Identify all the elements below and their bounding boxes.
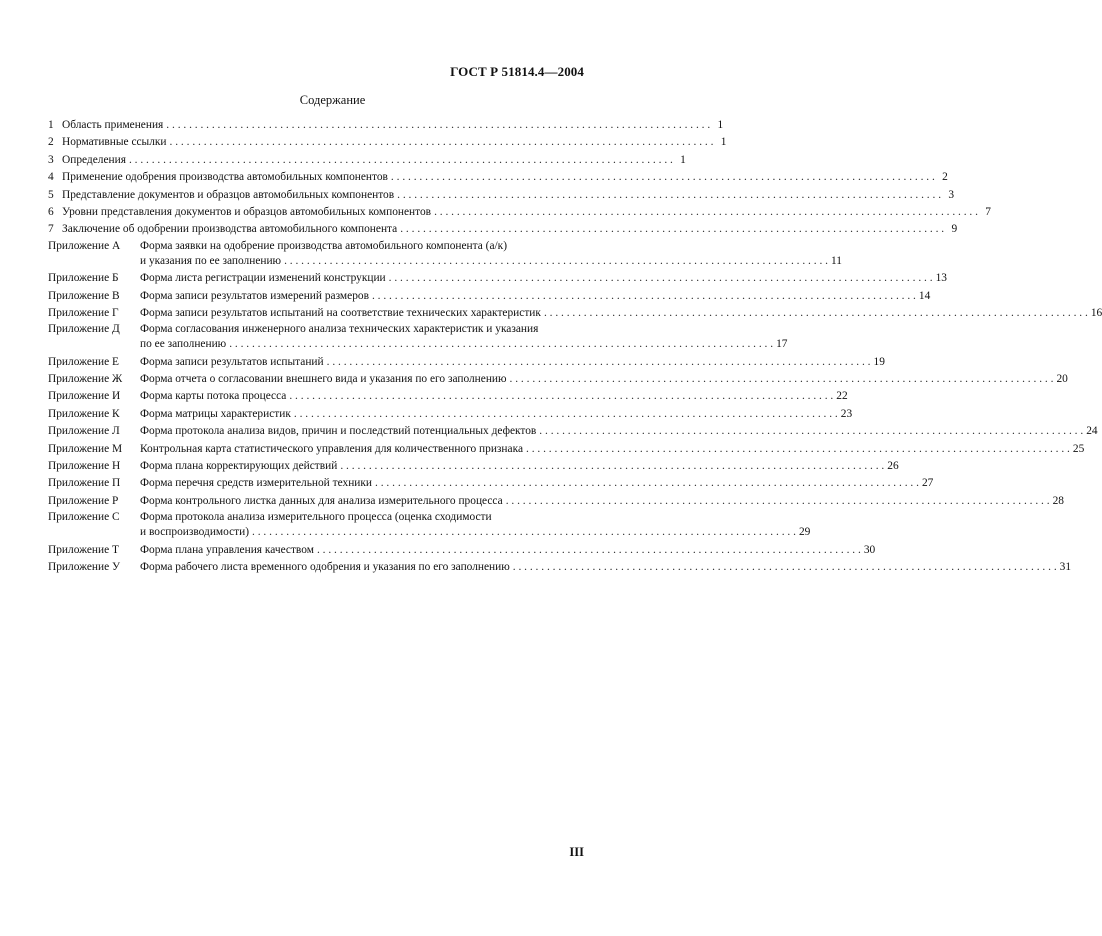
appendix-label: Приложение Н xyxy=(48,460,121,473)
toc-line xyxy=(48,559,1072,576)
toc-line xyxy=(48,253,842,270)
toc-line xyxy=(48,475,934,492)
dot-leader xyxy=(375,475,919,492)
appendix-label: Приложение Б xyxy=(48,272,119,285)
dot-leader xyxy=(389,270,933,287)
appendix-title: Контрольная карта статистического управления для количественного признака xyxy=(140,442,523,455)
toc-entry-section xyxy=(48,204,991,221)
appendix-label: Приложение У xyxy=(48,560,121,573)
toc-line xyxy=(48,322,585,336)
toc-entry-appendix xyxy=(48,542,876,559)
toc-line xyxy=(48,493,1064,510)
appendix-page: 19 xyxy=(873,355,885,368)
toc-entry-section xyxy=(48,221,958,238)
toc-entry-appendix xyxy=(48,371,1068,388)
dot-leader xyxy=(170,134,714,151)
dot-leader xyxy=(289,388,833,405)
dot-leader xyxy=(372,288,916,305)
section-number: 6 xyxy=(48,205,54,218)
dot-leader xyxy=(506,493,1050,510)
appendix-page: 26 xyxy=(887,460,899,473)
toc-line xyxy=(48,305,1102,322)
appendix-page: 29 xyxy=(798,526,811,539)
section-number: 7 xyxy=(48,223,54,236)
toc-entry-appendix xyxy=(48,305,1102,322)
toc-sections xyxy=(48,117,991,239)
dot-leader xyxy=(317,542,861,559)
appendix-title: Форма протокола анализа видов, причин и последствий потенциальных дефектов xyxy=(140,425,537,438)
toc-entry-appendix xyxy=(48,493,1064,510)
section-page: 1 xyxy=(680,153,686,166)
appendix-page: 17 xyxy=(776,338,788,351)
appendix-title: Форма согласования инженерного анализа технических характеристик и указания xyxy=(140,323,539,336)
section-number: 1 xyxy=(48,119,54,131)
dot-leader xyxy=(400,221,944,238)
toc-line xyxy=(48,510,585,524)
appendix-label: Приложение Г xyxy=(48,306,119,319)
section-title: Уровни представления документов и образцов автомобильных компонентов xyxy=(62,205,432,218)
appendix-label: Приложение Т xyxy=(48,543,119,556)
appendix-page: 20 xyxy=(1056,373,1068,386)
appendix-page: 24 xyxy=(1086,425,1098,438)
toc-entry-section xyxy=(48,152,686,169)
dot-leader xyxy=(526,441,1070,458)
toc-entry-appendix xyxy=(48,239,842,270)
dot-leader xyxy=(166,117,710,134)
section-page: 9 xyxy=(951,223,958,236)
appendix-title: Форма перечня средств измерительной техники xyxy=(140,477,373,490)
toc-line xyxy=(48,371,1068,388)
section-number: 2 xyxy=(48,136,54,149)
section-title: Область применения xyxy=(62,119,164,131)
appendix-title: Форма записи результатов измерений размеров xyxy=(140,289,369,302)
appendix-page: 22 xyxy=(836,390,848,403)
appendix-page: 14 xyxy=(918,289,931,302)
appendix-title: Форма плана управления качеством xyxy=(140,543,314,556)
appendix-page: 13 xyxy=(935,272,947,285)
appendix-title: Форма записи результатов испытаний xyxy=(140,355,324,368)
toc-entry-appendix xyxy=(48,475,934,492)
section-number: 5 xyxy=(48,188,54,201)
toc-line xyxy=(48,169,948,186)
toc-line xyxy=(48,270,947,287)
appendix-title: Форма карты потока процесса xyxy=(140,390,287,403)
toc-line xyxy=(48,406,853,423)
dot-leader xyxy=(294,406,838,423)
appendix-label: Приложение В xyxy=(48,289,120,302)
toc-line xyxy=(48,187,955,204)
toc-entry-appendix xyxy=(48,322,788,353)
toc-entry-section xyxy=(48,187,955,204)
toc-line xyxy=(48,542,876,559)
toc-line xyxy=(48,388,848,405)
appendix-page: 28 xyxy=(1052,494,1064,507)
toc-line xyxy=(48,134,727,151)
appendix-page: 23 xyxy=(840,407,853,420)
section-title: Нормативные ссылки xyxy=(62,136,167,149)
appendix-title-cont: и воспроизводимости) xyxy=(140,526,250,539)
section-page: 1 xyxy=(717,119,724,131)
appendix-title-cont: по ее заполнению xyxy=(140,338,227,351)
appendix-label: Приложение Л xyxy=(48,425,120,438)
section-number: 4 xyxy=(48,171,54,184)
toc-title: Содержание xyxy=(299,93,366,107)
toc-entry-appendix xyxy=(48,559,1072,576)
toc-line xyxy=(48,458,899,475)
appendix-label: Приложение Ж xyxy=(48,373,123,386)
toc-line xyxy=(48,239,585,253)
toc-line xyxy=(48,204,991,221)
appendix-label: Приложение П xyxy=(48,477,121,490)
section-title: Заключение об одобрении производства автомобильного компонента xyxy=(62,223,398,236)
toc-line xyxy=(48,354,885,371)
dot-leader xyxy=(391,169,935,186)
appendix-label: Приложение К xyxy=(48,407,120,420)
toc-line xyxy=(48,336,788,353)
toc-entry-appendix xyxy=(48,354,885,371)
dot-leader xyxy=(129,152,673,169)
toc-entry-appendix xyxy=(48,406,853,423)
dot-leader xyxy=(229,336,773,353)
appendix-title: Форма записи результатов испытаний на соответствие технических характеристик xyxy=(140,306,541,319)
page-number: III xyxy=(569,845,584,859)
appendix-title-cont: и указания по ее заполнению xyxy=(140,254,282,267)
section-page: 3 xyxy=(948,188,955,201)
section-title: Применение одобрения производства автомобильных компонентов xyxy=(62,171,388,184)
section-page: 1 xyxy=(720,136,727,149)
appendix-title: Форма плана корректирующих действий xyxy=(140,460,338,473)
toc-line xyxy=(48,423,1098,440)
toc-appendices xyxy=(48,239,1102,577)
appendix-title: Форма протокола анализа измерительного процесса (оценка сходимости xyxy=(140,511,492,524)
appendix-page: 16 xyxy=(1090,306,1102,319)
toc-entry-appendix xyxy=(48,270,947,287)
dot-leader xyxy=(544,305,1088,322)
toc-entry-appendix xyxy=(48,288,931,305)
appendix-title: Форма отчета о согласовании внешнего вида и указания по его заполнению xyxy=(140,373,507,386)
dot-leader xyxy=(510,371,1054,388)
dot-leader xyxy=(252,524,796,541)
appendix-label: Приложение Р xyxy=(48,494,119,507)
appendix-page: 27 xyxy=(921,477,934,490)
toc-entry-section xyxy=(48,117,724,134)
appendix-label: Приложение Д xyxy=(48,323,120,336)
appendix-page: 30 xyxy=(863,543,876,556)
dot-leader xyxy=(397,187,941,204)
dot-leader xyxy=(513,559,1057,576)
table-of-contents xyxy=(48,117,1102,576)
dot-leader xyxy=(539,423,1083,440)
section-number: 3 xyxy=(48,153,54,166)
dot-leader xyxy=(327,354,871,371)
section-title: Представление документов и образцов автомобильных компонентов xyxy=(62,188,395,201)
appendix-page: 25 xyxy=(1072,442,1085,455)
toc-line xyxy=(48,524,811,541)
toc-line xyxy=(48,288,931,305)
toc-line xyxy=(48,152,686,169)
dot-leader xyxy=(284,253,828,270)
document-code: ГОСТ Р 51814.4—2004 xyxy=(450,64,584,79)
toc-line xyxy=(48,117,724,134)
toc-entry-appendix xyxy=(48,423,1098,440)
toc-line xyxy=(48,441,1085,458)
appendix-title: Форма матрицы характеристик xyxy=(140,407,291,420)
appendix-page: 11 xyxy=(830,254,842,267)
toc-entry-appendix xyxy=(48,388,848,405)
section-title: Определения xyxy=(62,153,126,166)
appendix-title: Форма рабочего листа временного одобрения и указания по его заполнению xyxy=(140,560,510,573)
toc-entry-appendix xyxy=(48,510,811,541)
appendix-label: Приложение С xyxy=(48,511,120,524)
toc-entry-appendix xyxy=(48,458,899,475)
appendix-title: Форма контрольного листка данных для анализа измерительного процесса xyxy=(140,494,503,507)
toc-entry-section xyxy=(48,134,727,151)
section-page: 2 xyxy=(942,171,948,184)
toc-line xyxy=(48,221,958,238)
appendix-page: 31 xyxy=(1059,560,1072,573)
section-page: 7 xyxy=(985,205,991,218)
toc-entry-appendix xyxy=(48,441,1085,458)
appendix-label: Приложение А xyxy=(48,239,121,252)
appendix-title: Форма заявки на одобрение производства автомобильного компонента (а/к) xyxy=(140,239,508,252)
toc-entry-section xyxy=(48,169,948,186)
appendix-label: Приложение Е xyxy=(48,355,119,368)
dot-leader xyxy=(434,204,978,221)
dot-leader xyxy=(340,458,884,475)
appendix-label: Приложение М xyxy=(48,442,123,455)
appendix-label: Приложение И xyxy=(48,390,121,403)
appendix-title: Форма листа регистрации изменений конструкции xyxy=(140,272,386,285)
